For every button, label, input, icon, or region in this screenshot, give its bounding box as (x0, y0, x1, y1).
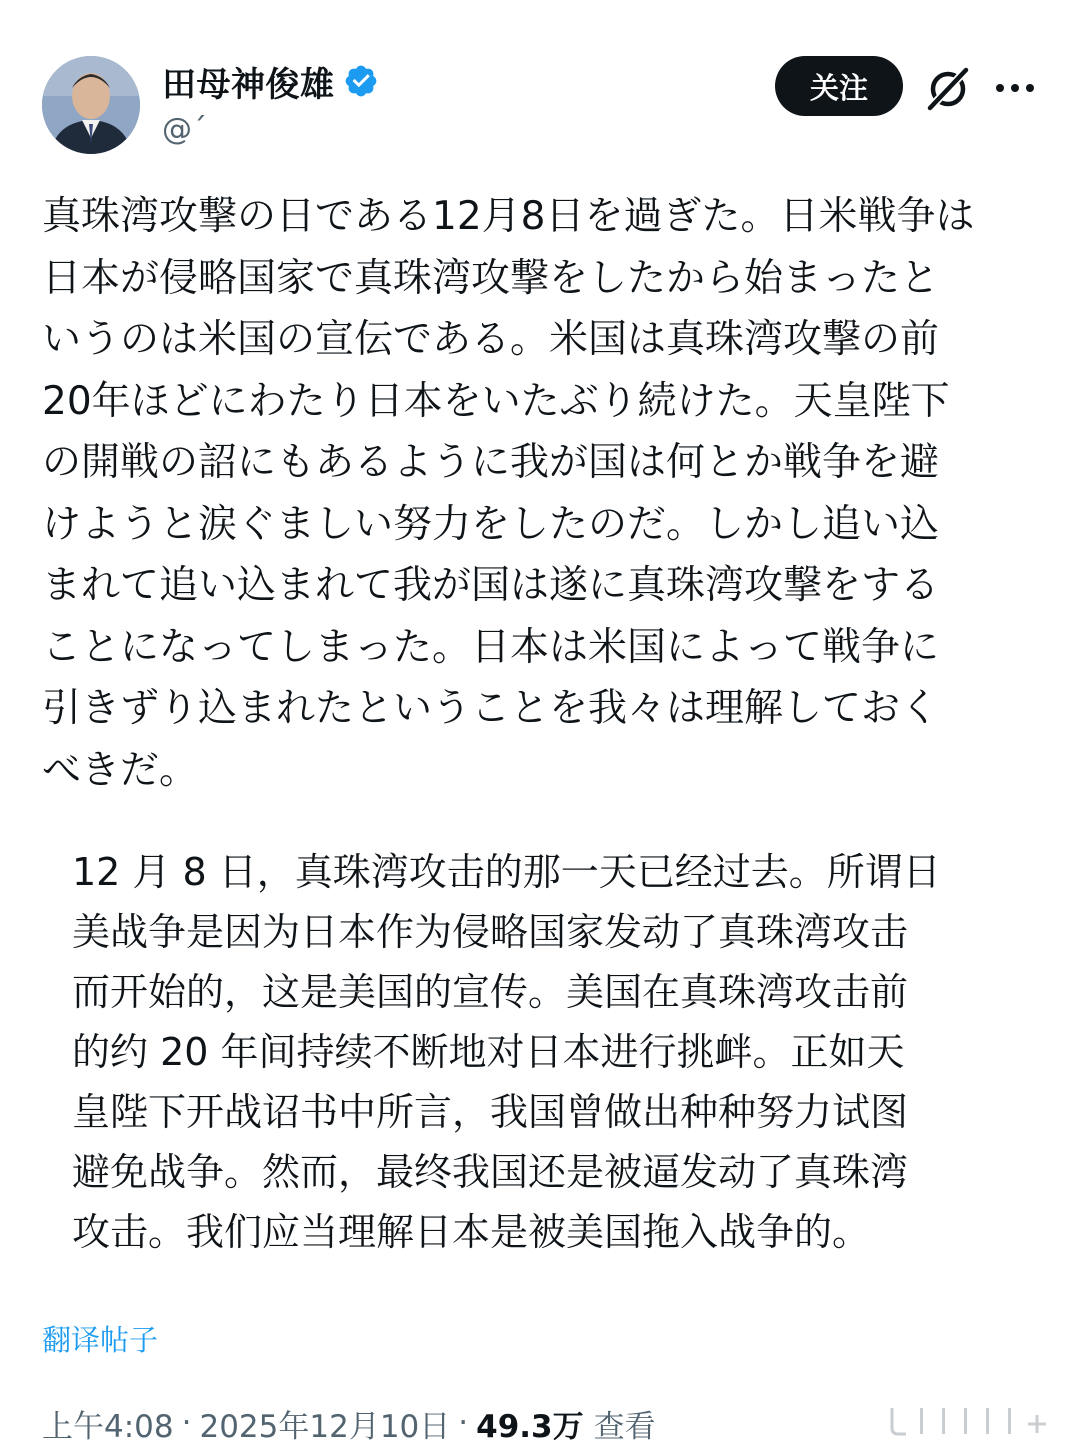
grok-icon[interactable] (922, 62, 974, 114)
avatar[interactable] (42, 56, 140, 154)
meta-separator: · (181, 1405, 192, 1441)
post-time[interactable]: 上午4:08 (42, 1408, 174, 1445)
views-count: 49.3万 (476, 1408, 584, 1445)
translate-post-link[interactable]: 翻译帖子 (42, 1323, 159, 1357)
handle[interactable]: @ˊ (162, 112, 207, 147)
more-horizontal-icon[interactable] (993, 62, 1037, 114)
post-meta (42, 1398, 656, 1448)
avatar-image (42, 56, 140, 154)
translation-text: 12 月 8 日，真珠湾攻击的那一天已经过去。所谓日 美战争是因为日本作为侵略国家发动了真珠湾攻击 而开始的，这是美国的宣传。美国在真珠湾攻击前 的约 20 年间持续不断地对日本进行挑衅。正如天 皇陛下开战诏书中所言，我国曾做出种种努力试图 避免战争。然而，最终我国还是被逼发动了真珠湾 攻击。我们应当理解日本是被美国拖入战争的。 (72, 850, 941, 1254)
meta-separator: · (458, 1405, 469, 1441)
post-date[interactable]: 2025年12月10日 (199, 1408, 451, 1445)
verified-badge-icon (343, 63, 379, 99)
watermark-mark-icon (880, 1402, 1050, 1438)
post-text: 真珠湾攻撃の日である12月8日を過ぎた。日米戦争は 日本が侵略国家で真珠湾攻撃をしたから始まったと いうのは米国の宣伝である。米国は真珠湾攻撃の前 20年ほどにわたり日本をいたぶり続けた。天皇陛下 の開戦の詔にもあるように我が国は何とか戦争を避 けようと涙ぐましい努力をしたのだ。しかし追い込 まれて追い込まれて我が国は遂に真珠湾攻撃をする ことになってしまった。日本は米国によって戦争に 引きずり込まれたということを我々は理解しておく べきだ。 (42, 194, 975, 793)
post-header (0, 0, 1069, 170)
name-row (162, 56, 379, 106)
follow-button[interactable]: 关注 (775, 56, 903, 116)
display-name[interactable]: 田母神俊雄 (162, 64, 335, 105)
views-label: 查看 (593, 1408, 656, 1445)
